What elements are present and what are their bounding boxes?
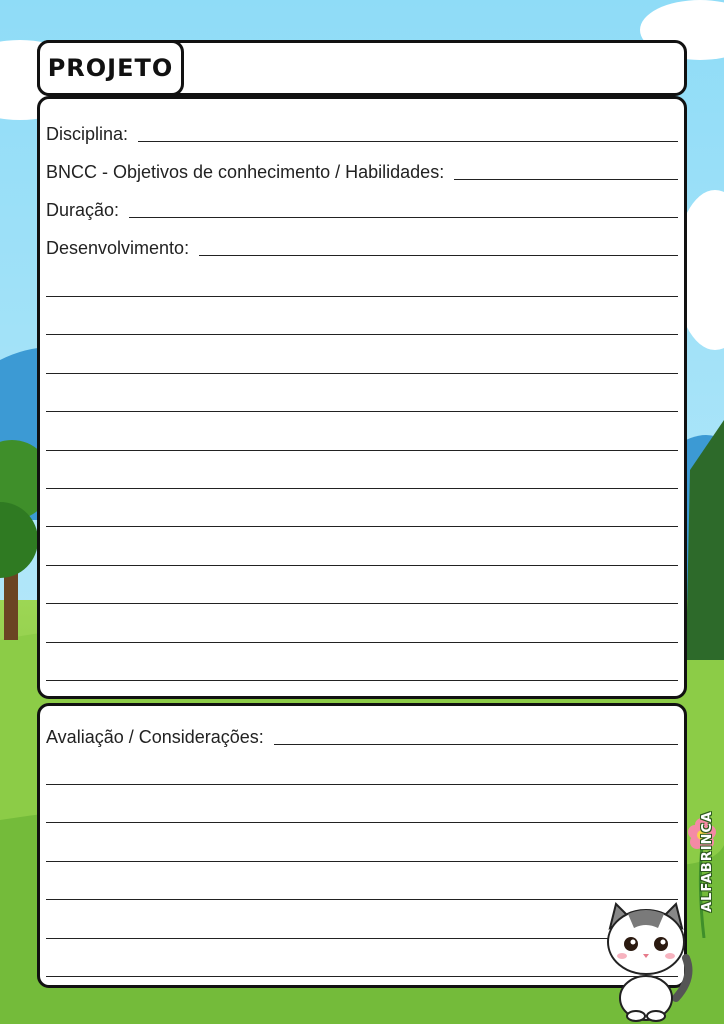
writing-line[interactable] <box>46 565 678 566</box>
evaluation-label: Avaliação / Considerações: <box>46 727 264 747</box>
development-blank[interactable] <box>199 255 678 256</box>
writing-line[interactable] <box>46 784 678 785</box>
cat-mascot-icon <box>598 898 694 1022</box>
writing-line[interactable] <box>46 861 678 862</box>
writing-line[interactable] <box>46 450 678 451</box>
writing-line[interactable] <box>46 296 678 297</box>
writing-line[interactable] <box>46 411 678 412</box>
project-details-panel <box>37 96 687 699</box>
evaluation-blank[interactable] <box>274 744 678 745</box>
writing-line[interactable] <box>46 680 678 681</box>
writing-line[interactable] <box>46 334 678 335</box>
writing-line[interactable] <box>46 899 678 900</box>
discipline-blank[interactable] <box>138 141 678 142</box>
bncc-label: BNCC - Objetivos de conhecimento / Habilidades: <box>46 162 445 182</box>
bncc-field[interactable] <box>46 161 678 183</box>
page-title: PROJETO <box>37 40 184 96</box>
discipline-label: Disciplina: <box>46 124 129 144</box>
bncc-blank[interactable] <box>454 179 678 180</box>
writing-line[interactable] <box>46 526 678 527</box>
writing-line[interactable] <box>46 603 678 604</box>
duration-blank[interactable] <box>129 217 678 218</box>
development-field[interactable] <box>46 237 678 259</box>
discipline-field[interactable] <box>46 123 678 145</box>
writing-line[interactable] <box>46 822 678 823</box>
duration-field[interactable] <box>46 199 678 221</box>
writing-line[interactable] <box>46 488 678 489</box>
duration-label: Duração: <box>46 200 120 220</box>
evaluation-panel <box>37 703 687 988</box>
development-label: Desenvolvimento: <box>46 238 190 258</box>
evaluation-field[interactable] <box>46 726 678 748</box>
writing-line[interactable] <box>46 642 678 643</box>
writing-line[interactable] <box>46 938 678 939</box>
writing-line[interactable] <box>46 373 678 374</box>
writing-line[interactable] <box>46 976 678 977</box>
brand-logo-text: ALFABRINCA <box>700 810 715 912</box>
